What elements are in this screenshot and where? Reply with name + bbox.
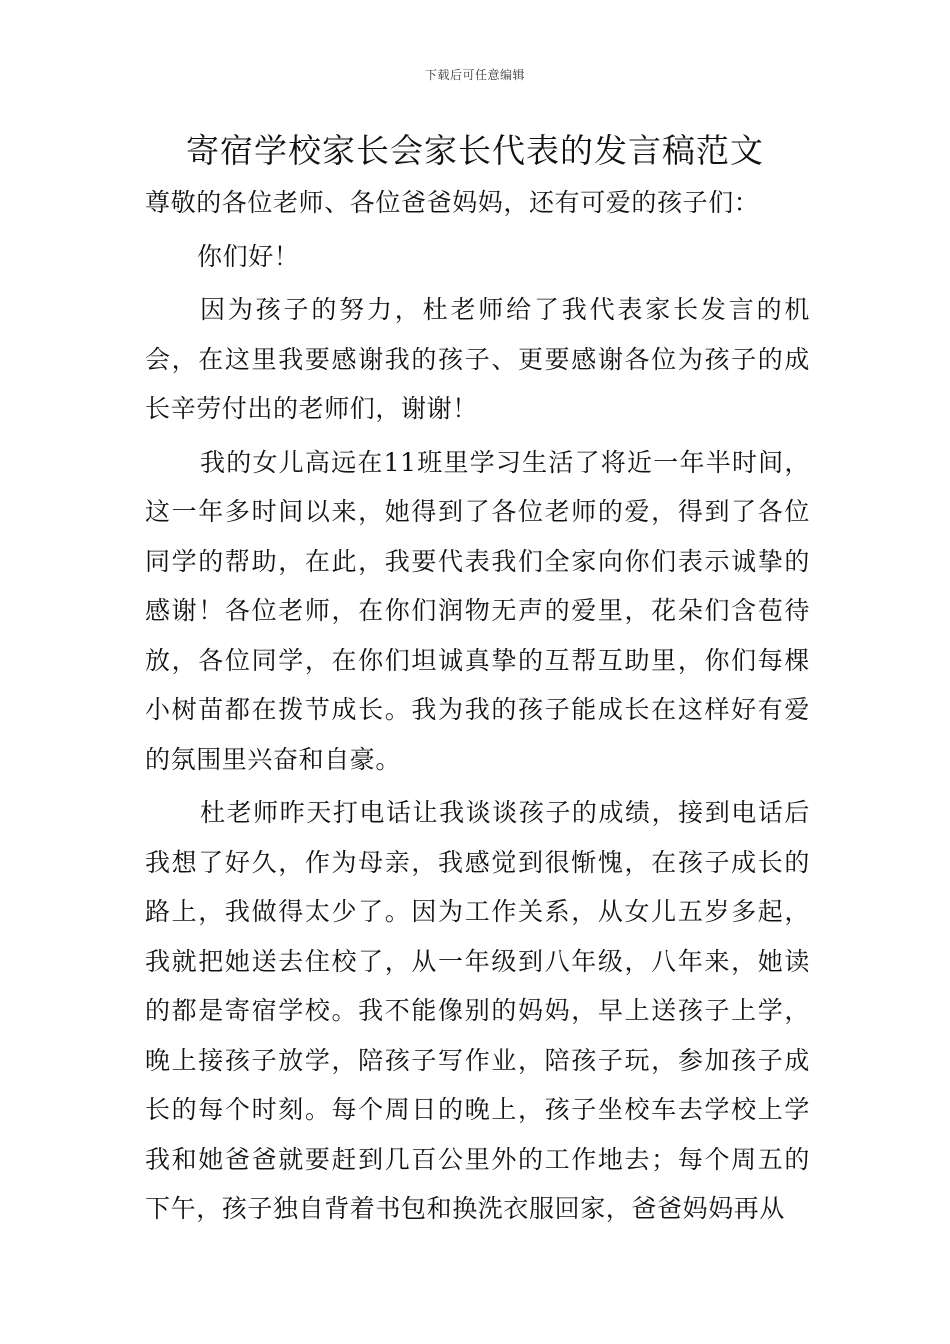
paragraph-3: 杜老师昨天打电话让我谈谈孩子的成绩，接到电话后我想了好久，作为母亲，我感觉到很惭愧，在孩子成长的路上，我做得太少了。因为工作关系，从女儿五岁多起，我就把她送去住校了，从一年级到八年级，八年来，她读的都是寄宿学校。我不能像别的妈妈，早上送孩子上学，晚上接孩子放学，陪孩子写作业，陪孩子玩，参加孩子成长的每个时刻。每个周日的晚上，孩子坐校车去学校上学我和她爸爸就要赶到几百公里外的工作地去；每个周五的下午，孩子独自背着书包和换洗衣服回家，爸爸妈妈再从 <box>145 798 810 1223</box>
header-note: 下载后可任意编辑 <box>424 68 525 82</box>
salutation: 尊敬的各位老师、各位爸爸妈妈，还有可爱的孩子们： <box>145 188 760 217</box>
paragraph-1: 因为孩子的努力，杜老师给了我代表家长发言的机会，在这里我要感谢我的孩子、更要感谢各位为孩子的成长辛劳付出的老师们，谢谢！ <box>145 295 810 423</box>
document-body <box>145 178 810 1234</box>
document-title: 寄宿学校家长会家长代表的发言稿范文 <box>186 131 764 170</box>
greeting: 你们好！ <box>197 241 300 271</box>
paragraph-2: 我的女儿高远在11班里学习生活了将近一年半时间，这一年多时间以来，她得到了各位老师的爱，得到了各位同学的帮助，在此，我要代表我们全家向你们表示诚挚的感谢！各位老师，在你们润物无声的爱里，花朵们含苞待放，各位同学，在你们坦诚真挚的互帮互助里，你们每棵小树苗都在拨节成长。我为我的孩子能成长在这样好有爱的氛围里兴奋和自豪。 <box>145 447 810 774</box>
